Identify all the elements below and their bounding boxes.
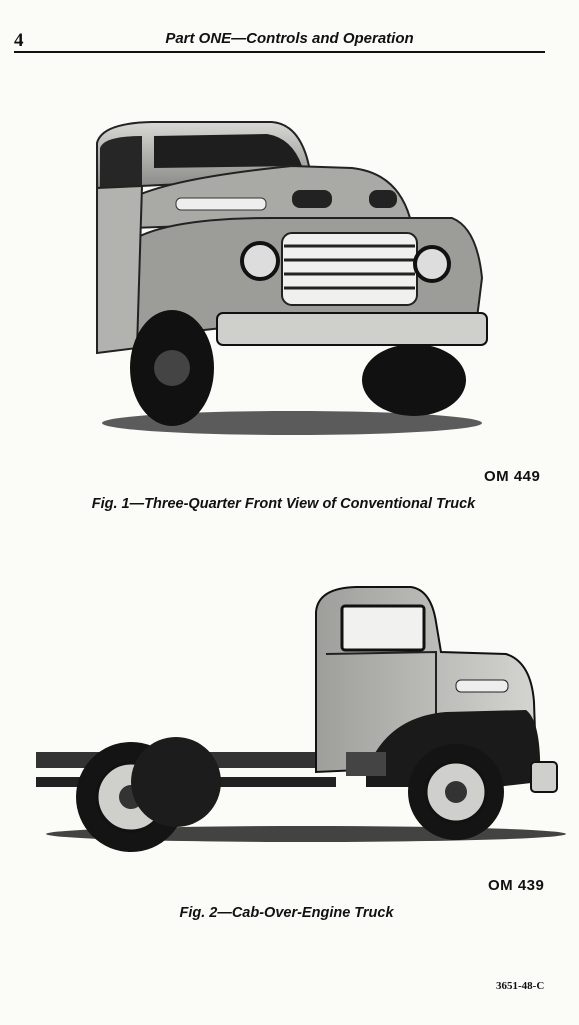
windshield bbox=[154, 134, 302, 168]
page-heading: Part ONE—Controls and Operation bbox=[165, 30, 414, 47]
cab-emblem bbox=[456, 680, 508, 692]
header-rule bbox=[14, 51, 545, 53]
figure-1-conventional-truck bbox=[92, 118, 492, 440]
page-number: 4 bbox=[14, 30, 24, 51]
footer-code: 3651-48-C bbox=[496, 980, 545, 992]
front-hub-left bbox=[154, 350, 190, 386]
page-header bbox=[0, 0, 579, 56]
grille bbox=[282, 233, 417, 305]
hood-vent-left bbox=[292, 190, 332, 208]
figure-1-om-code: OM 449 bbox=[484, 468, 541, 485]
fuel-tank bbox=[346, 752, 386, 776]
body-side bbox=[97, 186, 142, 353]
rear-wheel-dual bbox=[131, 737, 221, 827]
front-bumper bbox=[217, 313, 487, 345]
front-hub bbox=[445, 781, 467, 803]
cab-window bbox=[342, 606, 424, 650]
headlight-left bbox=[242, 243, 278, 279]
figure-2-caption: Fig. 2—Cab-Over-Engine Truck bbox=[179, 905, 394, 921]
figure-1-caption: Fig. 1—Three-Quarter Front View of Conventional Truck bbox=[91, 496, 476, 512]
figure-2-cab-over-engine-truck bbox=[26, 582, 566, 860]
front-bumper bbox=[531, 762, 557, 792]
side-window bbox=[100, 136, 142, 190]
hood-emblem bbox=[176, 198, 266, 210]
front-wheel-right bbox=[362, 344, 466, 416]
headlight-right bbox=[415, 247, 449, 281]
figure-2-om-code: OM 439 bbox=[488, 877, 545, 894]
hood-vent-right bbox=[369, 190, 397, 208]
